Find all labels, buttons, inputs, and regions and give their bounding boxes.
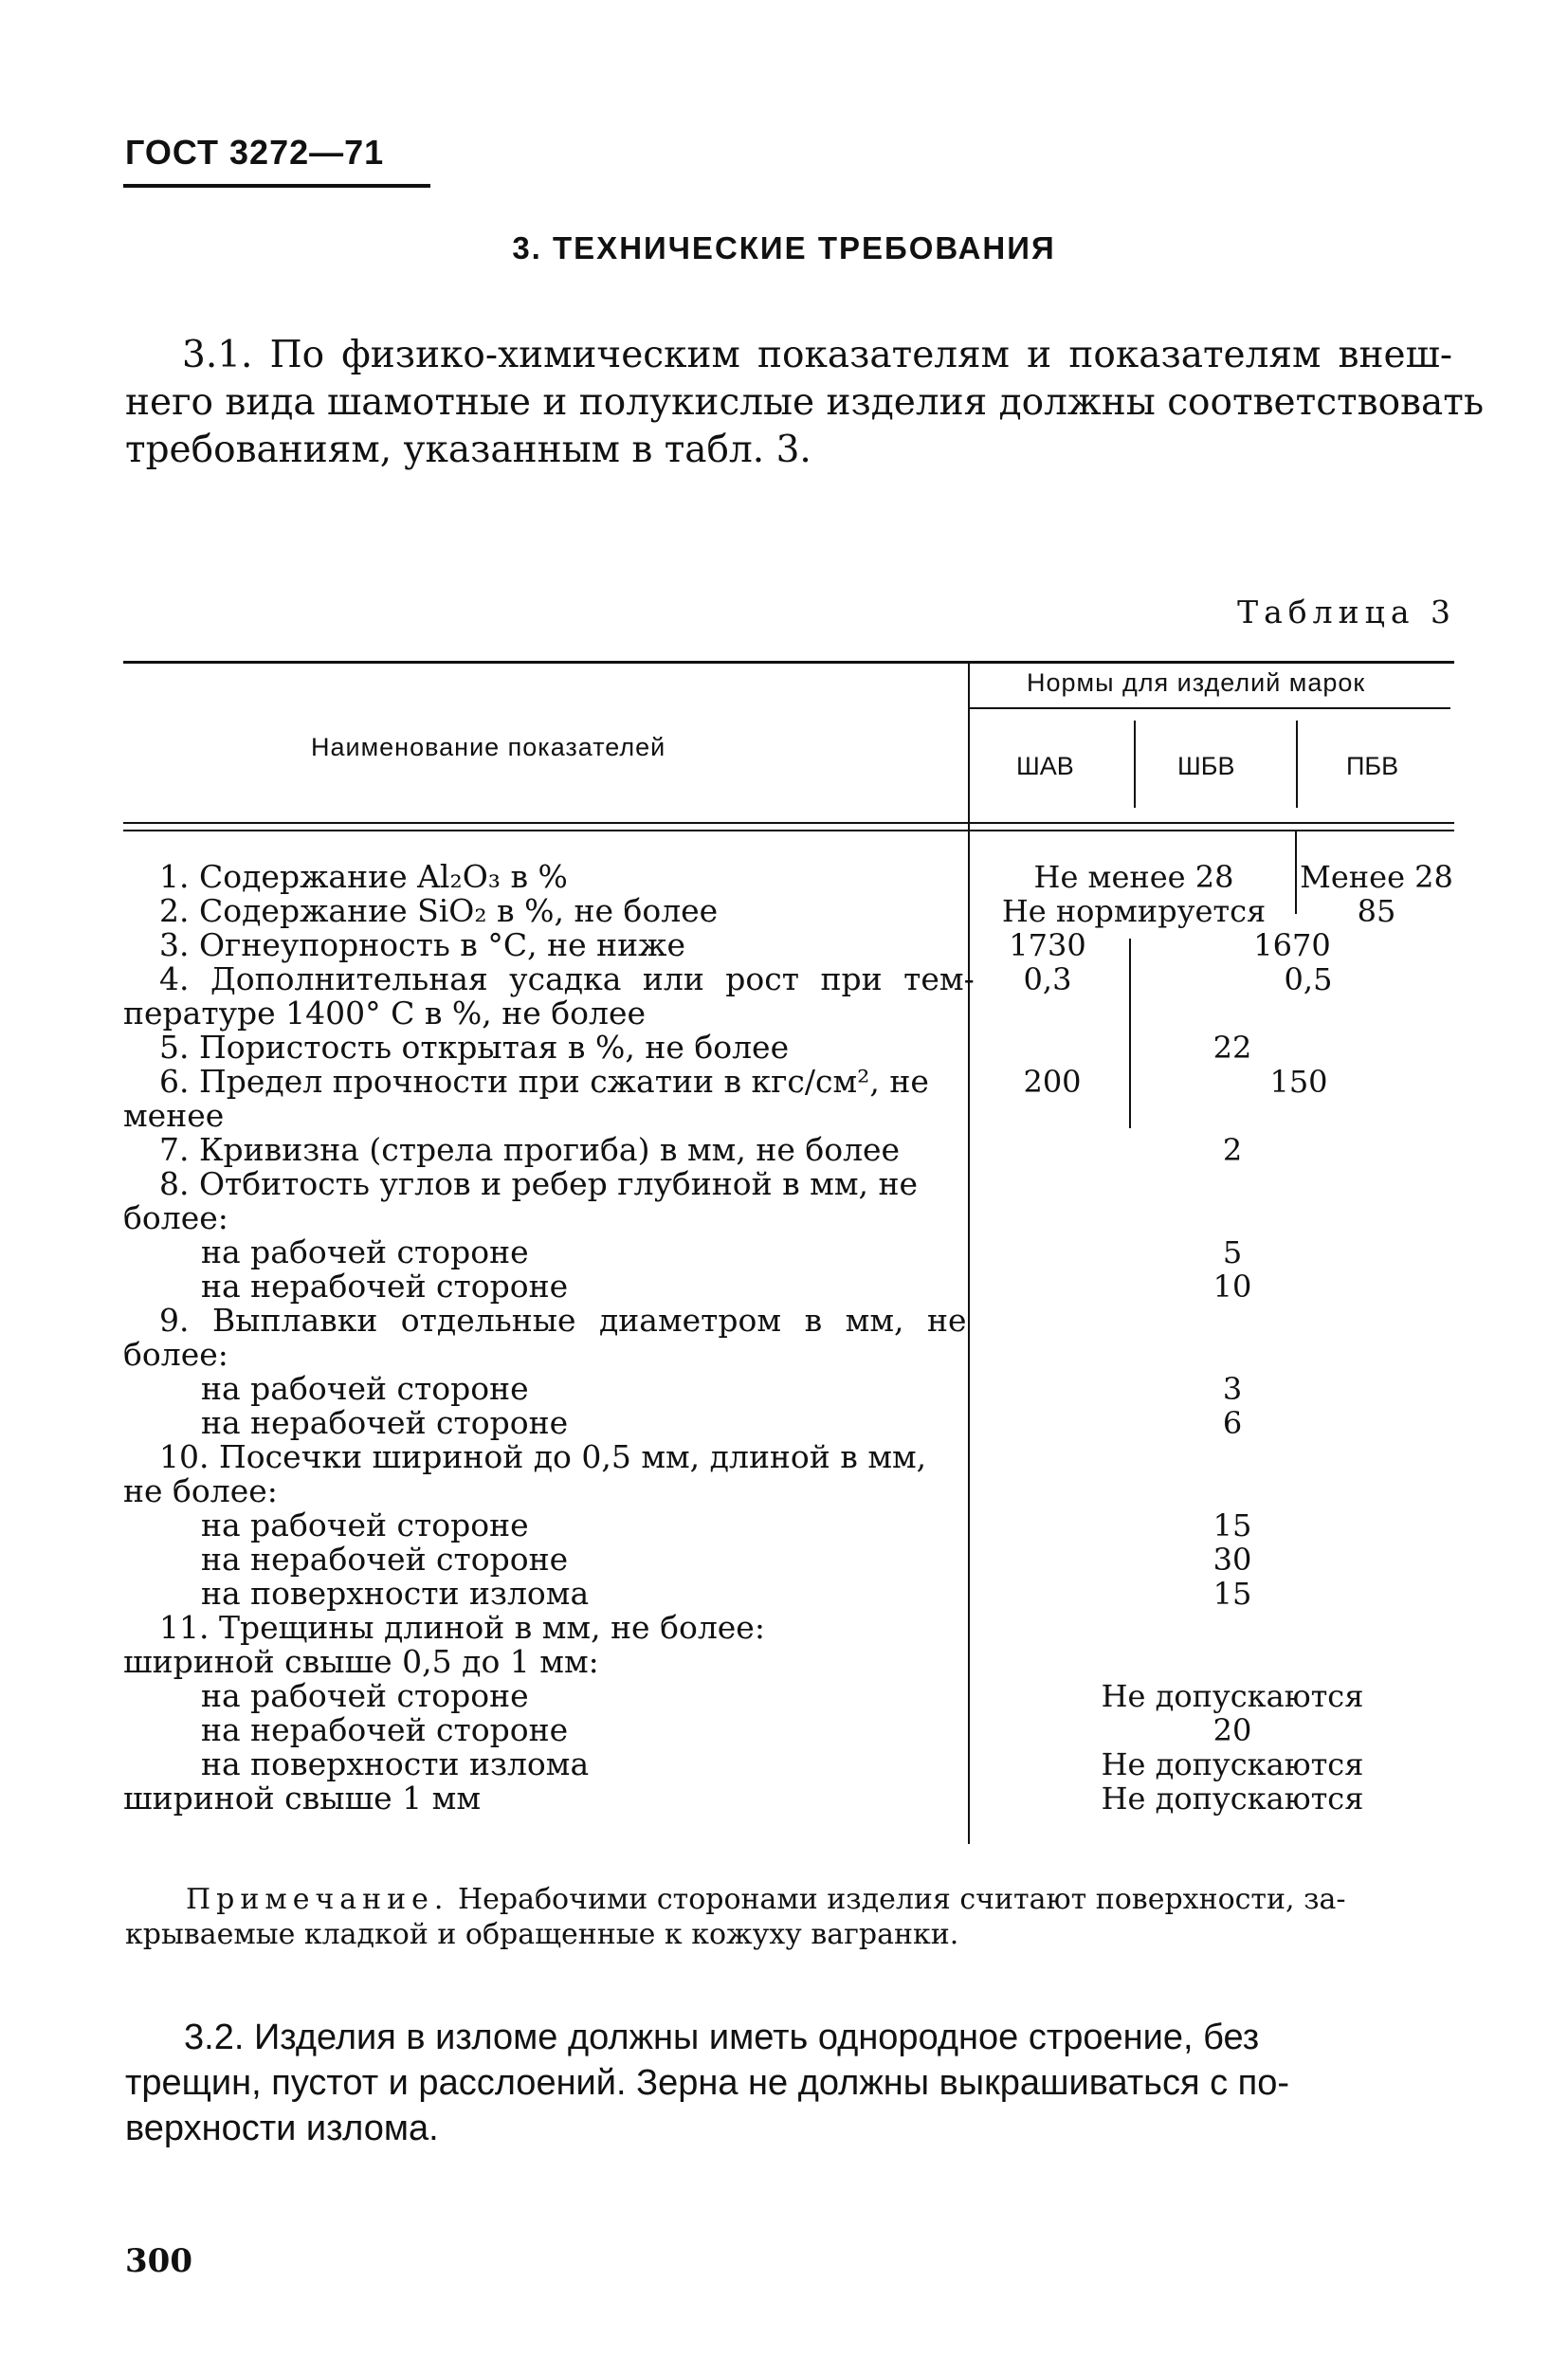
table-row-label: на поверхности излома [201, 1575, 590, 1612]
header-bottom-rule [123, 822, 1454, 824]
table-cell: 85 [1357, 893, 1396, 929]
table-row-label: на рабочей стороне [201, 1233, 529, 1270]
paragraph-line: требованиям, указанным в табл. 3. [125, 429, 811, 471]
table-row-label: менее [123, 1097, 225, 1134]
table-row-label: 9. Выплавки отдельные диаметром в мм, не [159, 1302, 967, 1339]
table-cell: Менее 28 [1300, 859, 1453, 895]
page-number: 300 [125, 2242, 192, 2280]
table-row-label: на нерабочей стороне [201, 1404, 569, 1441]
table-row-label: не более: [123, 1472, 278, 1509]
table-cell: 10 [1212, 1269, 1252, 1305]
table-row-label: на рабочей стороне [201, 1677, 529, 1714]
table-row-label: на рабочей стороне [201, 1507, 529, 1543]
table-row-label: 6. Предел прочности при сжатии в кгс/см², не [159, 1063, 929, 1100]
grade-divider-2 [1296, 721, 1298, 808]
paragraph-3-1 [125, 332, 1485, 474]
table-cell: Не допускаются [1101, 1678, 1364, 1714]
table-row-label: 5. Пористость открытая в %, не более [159, 1029, 790, 1066]
paragraph-line: трещин, пустот и расслоений. Зерна не должны выкрашиваться с по- [125, 2063, 1290, 2103]
table-row-label: шириной свыше 0,5 до 1 мм: [123, 1643, 599, 1680]
table-cell: 1730 [1009, 927, 1086, 963]
grade-divider-1 [1134, 721, 1136, 808]
table-row-label: на рабочей стороне [201, 1370, 529, 1407]
table-cell: Не допускаются [1101, 1780, 1364, 1817]
table-row-label: более: [123, 1336, 228, 1373]
table-cell: 5 [1222, 1234, 1243, 1270]
table-row-label: более: [123, 1199, 228, 1236]
table-row-label: на поверхности излома [201, 1745, 590, 1782]
table-cell: Не менее 28 [1033, 859, 1234, 895]
norms-header-rule [969, 707, 1450, 709]
grade-pbv: ПБВ [1346, 752, 1399, 780]
table-row-label: 4. Дополнительная усадка или рост при тем- [159, 960, 975, 997]
table-row-label: 11. Трещины длиной в мм, не более: [159, 1609, 765, 1646]
table-note [125, 1882, 1456, 1952]
table-cell: 150 [1269, 1064, 1328, 1100]
grade-shav: ШАВ [1016, 752, 1074, 780]
table-cell: 3 [1222, 1371, 1243, 1407]
table-caption: Таблица 3 [1237, 594, 1456, 630]
paragraph-3-2 [125, 2015, 1454, 2151]
table-row-label: 10. Посечки шириной до 0,5 мм, длиной в мм, [159, 1438, 927, 1475]
table-cell: Не нормируется [1001, 893, 1267, 929]
table-cell: 15 [1212, 1576, 1252, 1612]
table-row-label: 1. Содержание Al₂O₃ в % [159, 858, 568, 895]
table-row-label: пературе 1400° С в %, не более [123, 995, 647, 1032]
paragraph-line: него вида шамотные и полукислые изделия должны соответствовать [125, 381, 1485, 424]
table-cell: 0,3 [1023, 961, 1072, 997]
table-cell: 30 [1212, 1542, 1252, 1578]
note-text: Нерабочими сторонами изделия считают поверхности, за- [448, 1883, 1346, 1916]
body-divider-shav [1129, 939, 1131, 1128]
table-cell: 0,5 [1284, 961, 1333, 997]
note-line: крываемые кладкой и обращенные к кожуху вагранки. [125, 1918, 959, 1951]
table-row-label: 8. Отбитость углов и ребер глубиной в мм, не [159, 1165, 919, 1202]
standard-number: ГОСТ 3272—71 [125, 133, 385, 172]
table-cell: 200 [1023, 1064, 1082, 1100]
column-header-norms: Нормы для изделий марок [1027, 668, 1366, 697]
section-title: 3. ТЕХНИЧЕСКИЕ ТРЕБОВАНИЯ [512, 230, 1056, 265]
header-rule [123, 184, 430, 188]
column-header-name: Наименование показателей [311, 733, 666, 761]
table-cell: Не допускаются [1101, 1746, 1364, 1782]
paragraph-line: 3.2. Изделия в изломе должны иметь однородное строение, без [184, 2018, 1260, 2057]
grade-shbv: ШБВ [1177, 752, 1235, 780]
table-cell: 6 [1222, 1405, 1243, 1441]
note-label: Примечание. [186, 1883, 449, 1916]
table-row-label: 3. Огнеупорность в °С, не ниже [159, 926, 685, 963]
table-top-rule [123, 661, 1454, 664]
table-row-label: на нерабочей стороне [201, 1541, 569, 1578]
table-cell: 22 [1212, 1030, 1252, 1066]
table-row-label: 2. Содержание SiO₂ в %, не более [159, 892, 719, 929]
table-row-label: 7. Кривизна (стрела прогиба) в мм, не более [159, 1131, 901, 1168]
main-column-divider [968, 664, 970, 1844]
paragraph-line: верхности излома. [125, 2109, 439, 2148]
table-row-label: шириной свыше 1 мм [123, 1780, 481, 1817]
note-line [186, 1882, 1456, 1917]
table-row-label: на нерабочей стороне [201, 1268, 569, 1305]
header-bottom-rule-2 [123, 830, 1454, 831]
table-row-label: на нерабочей стороне [201, 1711, 569, 1748]
table-cell: 20 [1212, 1712, 1252, 1748]
paragraph-line: 3.1. По физико-химическим показателям и показателям внеш- [182, 334, 1452, 376]
table-cell: 15 [1212, 1507, 1252, 1543]
table-cell: 2 [1222, 1132, 1243, 1168]
body-divider-pbv [1295, 831, 1297, 914]
table-cell: 1670 [1253, 927, 1331, 963]
